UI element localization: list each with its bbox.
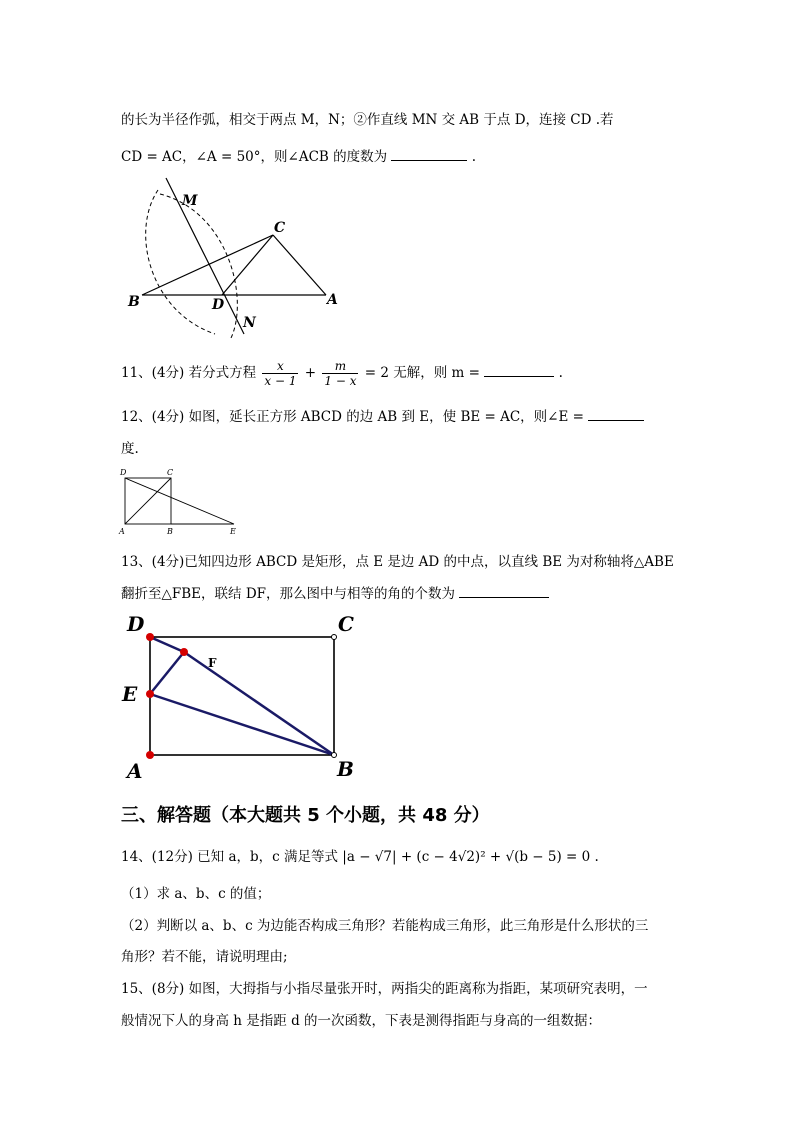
q12-label-d: D [120,468,127,477]
q11-fraction-1 [262,359,298,388]
q13-line2 [121,582,549,602]
q10-segment-ca [273,235,326,295]
q14-part2a: （2）判断以 a、b、c 为边能否构成三角形？若能构成三角形，此三角形是什么形状的三 [121,918,649,934]
q13-segment-eb [150,694,334,755]
q13-segment-ef [150,652,184,694]
q11-frac2-num: m [322,359,358,374]
section-3-title: 三、解答题（本大题共 5 个小题，共 48 分） [121,805,490,826]
q11-prefix: 11、(4分) 若分式方程 [121,365,257,381]
q11-suffix: = 2 无解，则 m = [364,365,480,381]
q13-label-e: E [122,682,138,706]
q11-answer-blank[interactable] [484,362,554,377]
q12-label-e: E [230,527,236,536]
q11-frac1-den: x − 1 [264,374,297,388]
q13-point-c [332,635,337,640]
q13-point-a [146,751,154,759]
q10-label-m: M [182,193,198,209]
q12-diagonal-ac [125,478,171,524]
q12-label-c: C [167,468,174,477]
q11-plus: + [304,365,317,381]
q10-label-c: C [274,220,286,236]
q14-part1: （1）求 a、b、c 的值； [121,886,271,902]
q13-point-e [146,690,154,698]
q12-figure [116,465,246,537]
q10-arc-left [146,190,215,334]
q10-line2-end: . [471,149,477,165]
q13-line1: 13、(4分)已知四边形 ABCD 是矩形，点 E 是边 AD 的中点，以直线 BE 为对称轴将△ABE [121,554,674,570]
q10-label-b: B [128,294,140,310]
q10-line1: 的长为半径作弧，相交于两点 M，N；②作直线 MN 交 AB 于点 D，连接 CD .若 [121,112,614,128]
q12-text: 12、(4分) 如图，延长正方形 ABCD 的边 AB 到 E，使 BE = AC，则∠E = [121,409,584,425]
q11-frac2-den: 1 − x [324,374,357,388]
q13-point-f [180,648,188,656]
q11-line [121,359,563,388]
q13-label-d: D [127,612,145,636]
q10-segment-cd [222,235,273,295]
q11-end: . [558,365,563,381]
q11-frac1-num: x [262,359,298,374]
q13-label-c: C [338,612,354,636]
q12-answer-blank[interactable] [588,406,644,421]
q13-segment-fb [184,652,334,755]
q13-segment-df [150,637,184,652]
q13-point-d [146,633,154,641]
q10-line-mn [166,178,244,334]
q12-line2: 度. [121,441,139,457]
q13-figure [118,608,368,783]
q12-label-b: B [167,527,173,536]
q10-line2 [121,145,476,165]
q15-line1: 15、(8分) 如图，大拇指与小指尽量张开时，两指尖的距离称为指距，某项研究表明，一 [121,981,648,997]
q15-line2: 般情况下人的身高 h 是指距 d 的一次函数，下表是测得指距与身高的一组数据： [121,1013,602,1029]
q10-arc-right [160,194,237,340]
q10-line2-text: CD = AC，∠A = 50°，则∠ACB 的度数为 [121,149,388,165]
q10-segment-bc [142,235,273,295]
q12-label-a: A [119,527,125,536]
q13-text: 翻折至△FBE，联结 DF，那么图中与相等的角的个数为 [121,586,456,602]
q13-label-f: F [208,656,217,670]
q14-part2b: 角形？若不能，请说明理由; [121,949,288,965]
q12-line1 [121,405,644,425]
q13-label-b: B [337,757,354,781]
q14-line1: 14、(12分) 已知 a，b，c 满足等式 |a − √7| + (c − 4√2)² + √(b − 5) = 0 . [121,849,599,865]
q10-label-d: D [212,297,225,313]
q10-label-n: N [243,315,256,331]
q10-answer-blank[interactable] [391,146,467,161]
q13-point-b [332,753,337,758]
q12-segment-de [125,478,234,524]
q13-answer-blank[interactable] [459,583,549,598]
q10-figure [120,172,350,352]
q11-fraction-2 [322,359,358,388]
q10-label-a: A [327,292,338,308]
q13-label-a: A [127,759,143,783]
